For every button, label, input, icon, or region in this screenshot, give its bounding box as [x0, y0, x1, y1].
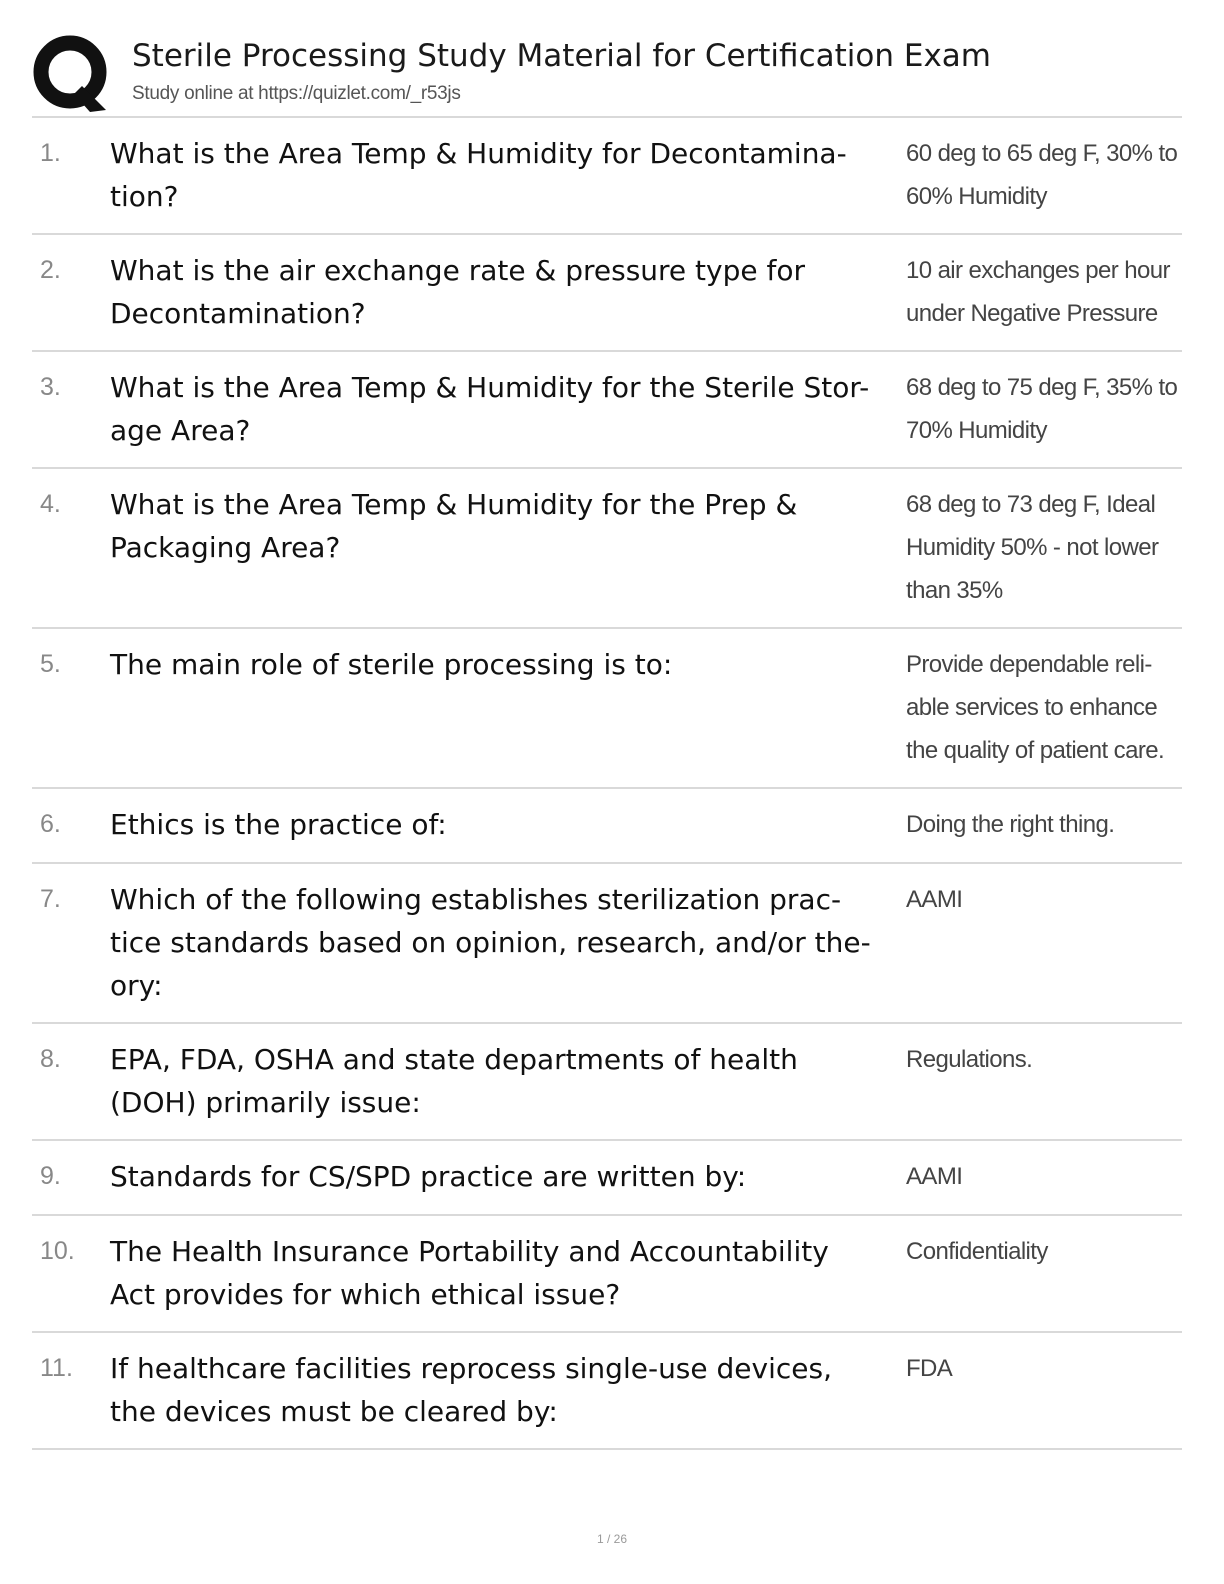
card-definition: AAMI: [906, 1163, 963, 1190]
card-number: 3.: [40, 373, 61, 401]
flashcard-row: [32, 864, 1182, 1024]
card-number: 11.: [40, 1354, 73, 1382]
flashcard-row: [32, 1333, 1182, 1450]
card-number: 9.: [40, 1162, 61, 1190]
card-term: The main role of sterile processing is to:: [110, 648, 673, 681]
flashcard-row: [32, 629, 1182, 789]
flashcard-list: [32, 118, 1182, 1450]
card-term: What is the air exchange rate & pressure type for Decontamination?: [110, 254, 805, 330]
flashcard-row: [32, 118, 1182, 235]
card-term: EPA, FDA, OSHA and state departments of health (DOH) primarily issue:: [110, 1043, 798, 1119]
card-definition: Regulations.: [906, 1046, 1033, 1073]
card-definition: 60 deg to 65 deg F, 30% to 60% Humidity: [906, 140, 1178, 210]
study-online-link[interactable]: Study online at https://quizlet.com/_r53js: [132, 83, 461, 104]
card-number: 2.: [40, 256, 61, 284]
card-number: 1.: [40, 139, 61, 167]
card-number: 5.: [40, 650, 61, 678]
card-definition: 10 air exchanges per hour under Negative Pressure: [906, 257, 1170, 327]
card-number: 8.: [40, 1045, 61, 1073]
card-number: 7.: [40, 885, 61, 913]
document-title: Sterile Processing Study Material for Certification Exam: [132, 38, 991, 74]
card-number: 6.: [40, 810, 61, 838]
quizlet-logo-icon: [32, 34, 112, 114]
card-definition: Doing the right thing.: [906, 811, 1115, 838]
flashcard-row: [32, 469, 1182, 629]
card-definition: 68 deg to 75 deg F, 35% to 70% Humidity: [906, 374, 1178, 444]
card-term: Standards for CS/SPD practice are written by:: [110, 1160, 747, 1193]
page-number: 1 / 26: [596, 1532, 628, 1546]
card-definition: FDA: [906, 1355, 953, 1382]
card-definition: Provide dependable reli- able services to enhance the quality of patient care.: [906, 651, 1165, 764]
card-term: What is the Area Temp & Humidity for Decontamina- tion?: [110, 137, 847, 213]
flashcard-row: [32, 352, 1182, 469]
page-header: [32, 28, 1182, 116]
card-term: What is the Area Temp & Humidity for the Sterile Stor- age Area?: [110, 371, 870, 447]
flashcard-row: [32, 1024, 1182, 1141]
flashcard-row: [32, 1216, 1182, 1333]
card-term: Ethics is the practice of:: [110, 808, 447, 841]
flashcard-row: [32, 789, 1182, 864]
card-definition: 68 deg to 73 deg F, Ideal Humidity 50% - not lower than 35%: [906, 491, 1159, 604]
card-number: 4.: [40, 490, 61, 518]
card-definition: Confidentiality: [906, 1238, 1048, 1265]
card-term: Which of the following establishes sterilization prac- tice standards based on opinion, research, and/or the- ory:: [110, 883, 871, 1002]
card-term: What is the Area Temp & Humidity for the Prep & Packaging Area?: [110, 488, 798, 564]
card-term: If healthcare facilities reprocess single-use devices, the devices must be cleared by:: [110, 1352, 832, 1428]
card-definition: AAMI: [906, 886, 963, 913]
card-number: 10.: [40, 1237, 75, 1265]
flashcard-row: [32, 235, 1182, 352]
card-term: The Health Insurance Portability and Accountability Act provides for which ethical issue?: [110, 1235, 829, 1311]
flashcard-row: [32, 1141, 1182, 1216]
